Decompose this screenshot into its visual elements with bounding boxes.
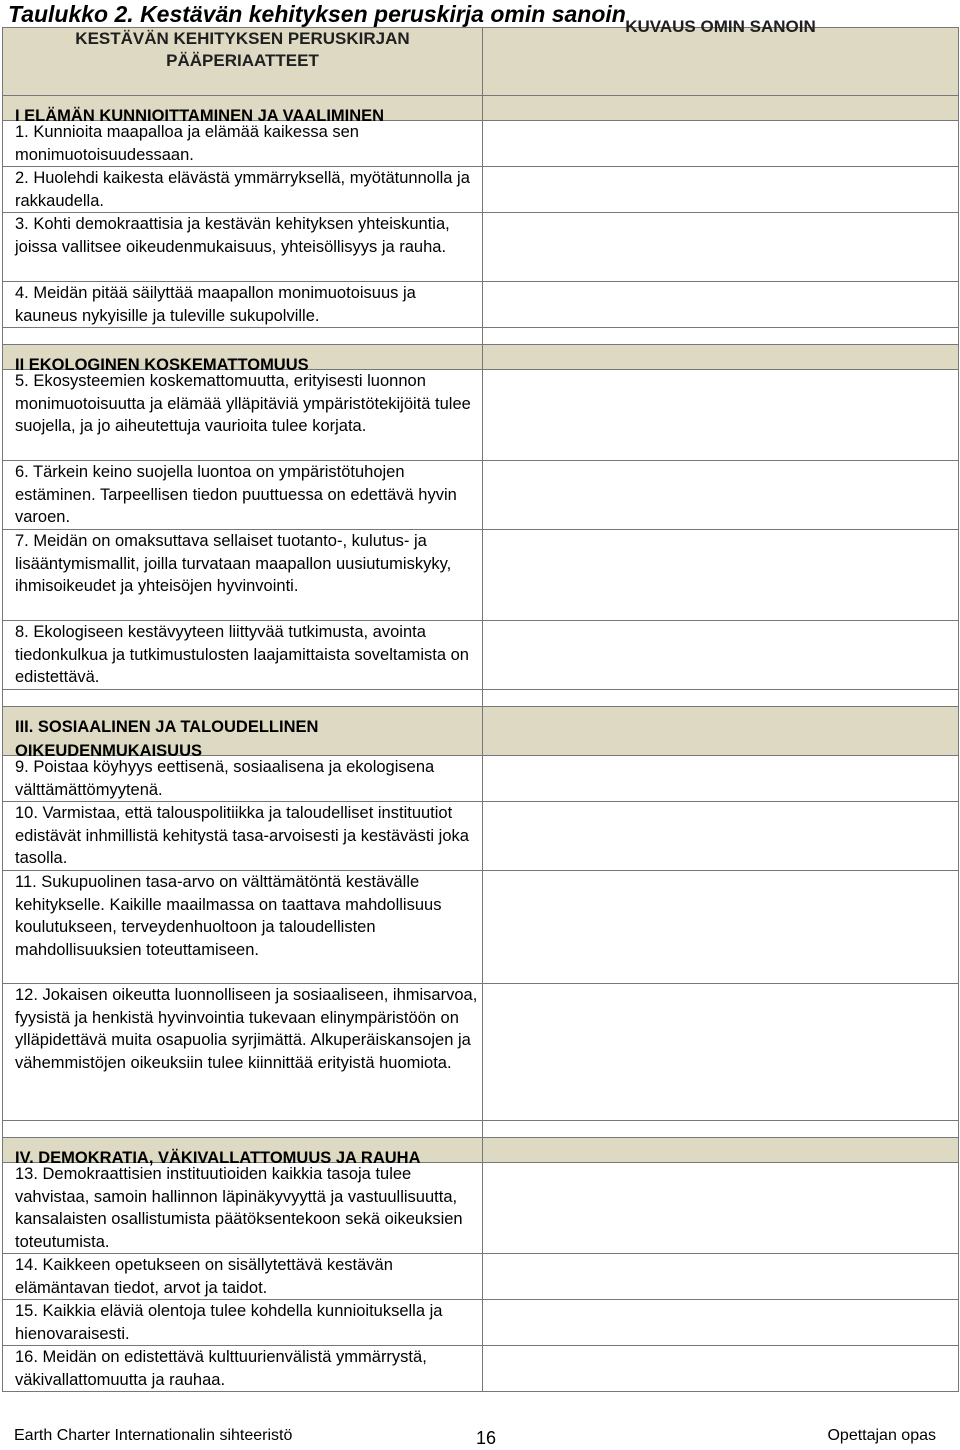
table-row bbox=[3, 370, 959, 461]
principle-cell: 9. Poistaa köyhyys eettisenä, sosiaalisena ja ekologisena välttämättömyytenä. bbox=[3, 756, 483, 802]
section-heading-row bbox=[3, 96, 959, 121]
table-row bbox=[3, 1254, 959, 1300]
principle-cell: 14. Kaikkeen opetukseen on sisällytettävä kestävän elämäntavan tiedot, arvot ja taidot. bbox=[3, 1254, 483, 1300]
table-row bbox=[3, 621, 959, 690]
section-heading-blank bbox=[483, 1138, 959, 1163]
principle-cell: 6. Tärkein keino suojella luontoa on ympäristötuhojen estäminen. Tarpeellisen tiedon puuttuessa on edettävä hyvin varoen. bbox=[3, 461, 483, 530]
principle-cell: 13. Demokraattisien instituutioiden kaikkia tasoja tulee vahvistaa, samoin hallinnon läpinäkyvyyttä ja vastuullisuutta, kansalaisten osallistumista päätöksentekoon sekä oikeuksien toteutumista. bbox=[3, 1163, 483, 1254]
principle-cell: 7. Meidän on omaksuttava sellaiset tuotanto-, kulutus- ja lisääntymismallit, joilla turvataan maapallon uusiutumiskyky, ihmisoikeudet ja yhteisöjen hyvinvointi. bbox=[3, 530, 483, 621]
footer-organization: Earth Charter Internationalin sihteeristö bbox=[14, 1427, 293, 1444]
principle-cell: 5. Ekosysteemien koskemattomuutta, erityisesti luonnon monimuotoisuutta ja elämää ylläpitäviä ympäristötekijöitä tulee suojella, ja jo aiheutettuja vaurioita tulee korjata. bbox=[3, 370, 483, 461]
page-number: 16 bbox=[476, 1428, 497, 1448]
table-row bbox=[3, 871, 959, 984]
principle-cell: 12. Jokaisen oikeutta luonnolliseen ja sosiaaliseen, ihmisarvoa, fyysistä ja henkistä hyvinvointia tukevaan elinympäristöön on ylläpidettävä muita osapuolia syrjimättä. Alkuperäiskansojen ja vähemmistöjen oikeuksiin tulee kiinnittää erityistä huomiota. bbox=[3, 984, 483, 1121]
table-row bbox=[3, 213, 959, 282]
principle-cell: 10. Varmistaa, että talouspolitiikka ja taloudelliset instituutiot edistävät inhmillistä kehitystä tasa-arvoisesti ja kestävästi joka tasolla. bbox=[3, 802, 483, 871]
principle-cell: 2. Huolehdi kaikesta elävästä ymmärryksellä, myötätunnolla ja rakkaudella. bbox=[3, 167, 483, 213]
principle-cell: 4. Meidän pitää säilyttää maapallon monimuotoisuus ja kauneus nykyisille ja tuleville sukupolville. bbox=[3, 282, 483, 328]
description-cell[interactable] bbox=[483, 1300, 959, 1346]
table-row bbox=[3, 802, 959, 871]
footer-guide-title: Opettajan opas bbox=[827, 1427, 936, 1444]
table-row bbox=[3, 984, 959, 1121]
principle-cell: 8. Ekologiseen kestävyyteen liittyvää tutkimusta, avointa tiedonkulkua ja tutkimustulosten laajamittaista soveltamista on edistettävä. bbox=[3, 621, 483, 690]
description-cell[interactable] bbox=[483, 461, 959, 530]
charter-table bbox=[2, 17, 959, 1392]
table-row bbox=[3, 282, 959, 328]
description-cell[interactable] bbox=[483, 984, 959, 1121]
description-cell[interactable] bbox=[483, 1163, 959, 1254]
section-heading-blank bbox=[483, 707, 959, 756]
section-heading-blank bbox=[483, 96, 959, 121]
table-row bbox=[3, 530, 959, 621]
description-cell[interactable] bbox=[483, 167, 959, 213]
section-heading: I ELÄMÄN KUNNIOITTAMINEN JA VAALIMINEN bbox=[3, 96, 483, 121]
description-cell[interactable] bbox=[483, 1254, 959, 1300]
description-cell[interactable] bbox=[483, 370, 959, 461]
principle-cell: 15. Kaikkia eläviä olentoja tulee kohdella kunnioituksella ja hienovaraisesti. bbox=[3, 1300, 483, 1346]
section-heading: IV. DEMOKRATIA, VÄKIVALLATTOMUUS JA RAUHA bbox=[3, 1138, 483, 1163]
principle-cell: 1. Kunnioita maapalloa ja elämää kaikessa sen monimuotoisuudessaan. bbox=[3, 121, 483, 167]
spacer-row bbox=[3, 1121, 959, 1138]
section-heading-row bbox=[3, 1138, 959, 1163]
principle-cell: 3. Kohti demokraattisia ja kestävän kehityksen yhteiskuntia, joissa vallitsee oikeudenmukaisuus, yhteisöllisyys ja rauha. bbox=[3, 213, 483, 282]
table-row bbox=[3, 756, 959, 802]
description-cell[interactable] bbox=[483, 530, 959, 621]
principle-cell: 16. Meidän on edistettävä kulttuurienvälistä ymmärrystä, väkivallattomuutta ja rauhaa. bbox=[3, 1346, 483, 1392]
table-row bbox=[3, 1163, 959, 1254]
section-heading: II EKOLOGINEN KOSKEMATTOMUUS bbox=[3, 345, 483, 370]
section-heading-row bbox=[3, 707, 959, 756]
table-row bbox=[3, 1346, 959, 1392]
description-cell[interactable] bbox=[483, 802, 959, 871]
section-heading: III. SOSIAALINEN JA TALOUDELLINEN OIKEUDENMUKAISUUS bbox=[3, 707, 483, 756]
section-heading-blank bbox=[483, 345, 959, 370]
page-title: Taulukko 2. Kestävän kehityksen peruskirja omin sanoin bbox=[8, 1, 626, 27]
col2-header: KUVAUS OMIN SANOIN bbox=[483, 28, 959, 96]
table-row bbox=[3, 461, 959, 530]
table-row bbox=[3, 1300, 959, 1346]
spacer-row bbox=[3, 328, 959, 345]
description-cell[interactable] bbox=[483, 756, 959, 802]
table-header-row bbox=[3, 28, 959, 96]
spacer-row bbox=[3, 690, 959, 707]
principle-cell: 11. Sukupuolinen tasa-arvo on välttämätöntä kestävälle kehitykselle. Kaikille maailmassa on taattava mahdollisuus koulutukseen, terveydenhuoltoon ja taloudellisten mahdollisuuksien toteuttamiseen. bbox=[3, 871, 483, 984]
description-cell[interactable] bbox=[483, 621, 959, 690]
table-row bbox=[3, 167, 959, 213]
description-cell[interactable] bbox=[483, 871, 959, 984]
col1-header: KESTÄVÄN KEHITYKSEN PERUSKIRJAN PÄÄPERIAATTEET bbox=[3, 28, 483, 96]
description-cell[interactable] bbox=[483, 282, 959, 328]
section-heading-row bbox=[3, 345, 959, 370]
description-cell[interactable] bbox=[483, 121, 959, 167]
description-cell[interactable] bbox=[483, 213, 959, 282]
table-row bbox=[3, 121, 959, 167]
description-cell[interactable] bbox=[483, 1346, 959, 1392]
